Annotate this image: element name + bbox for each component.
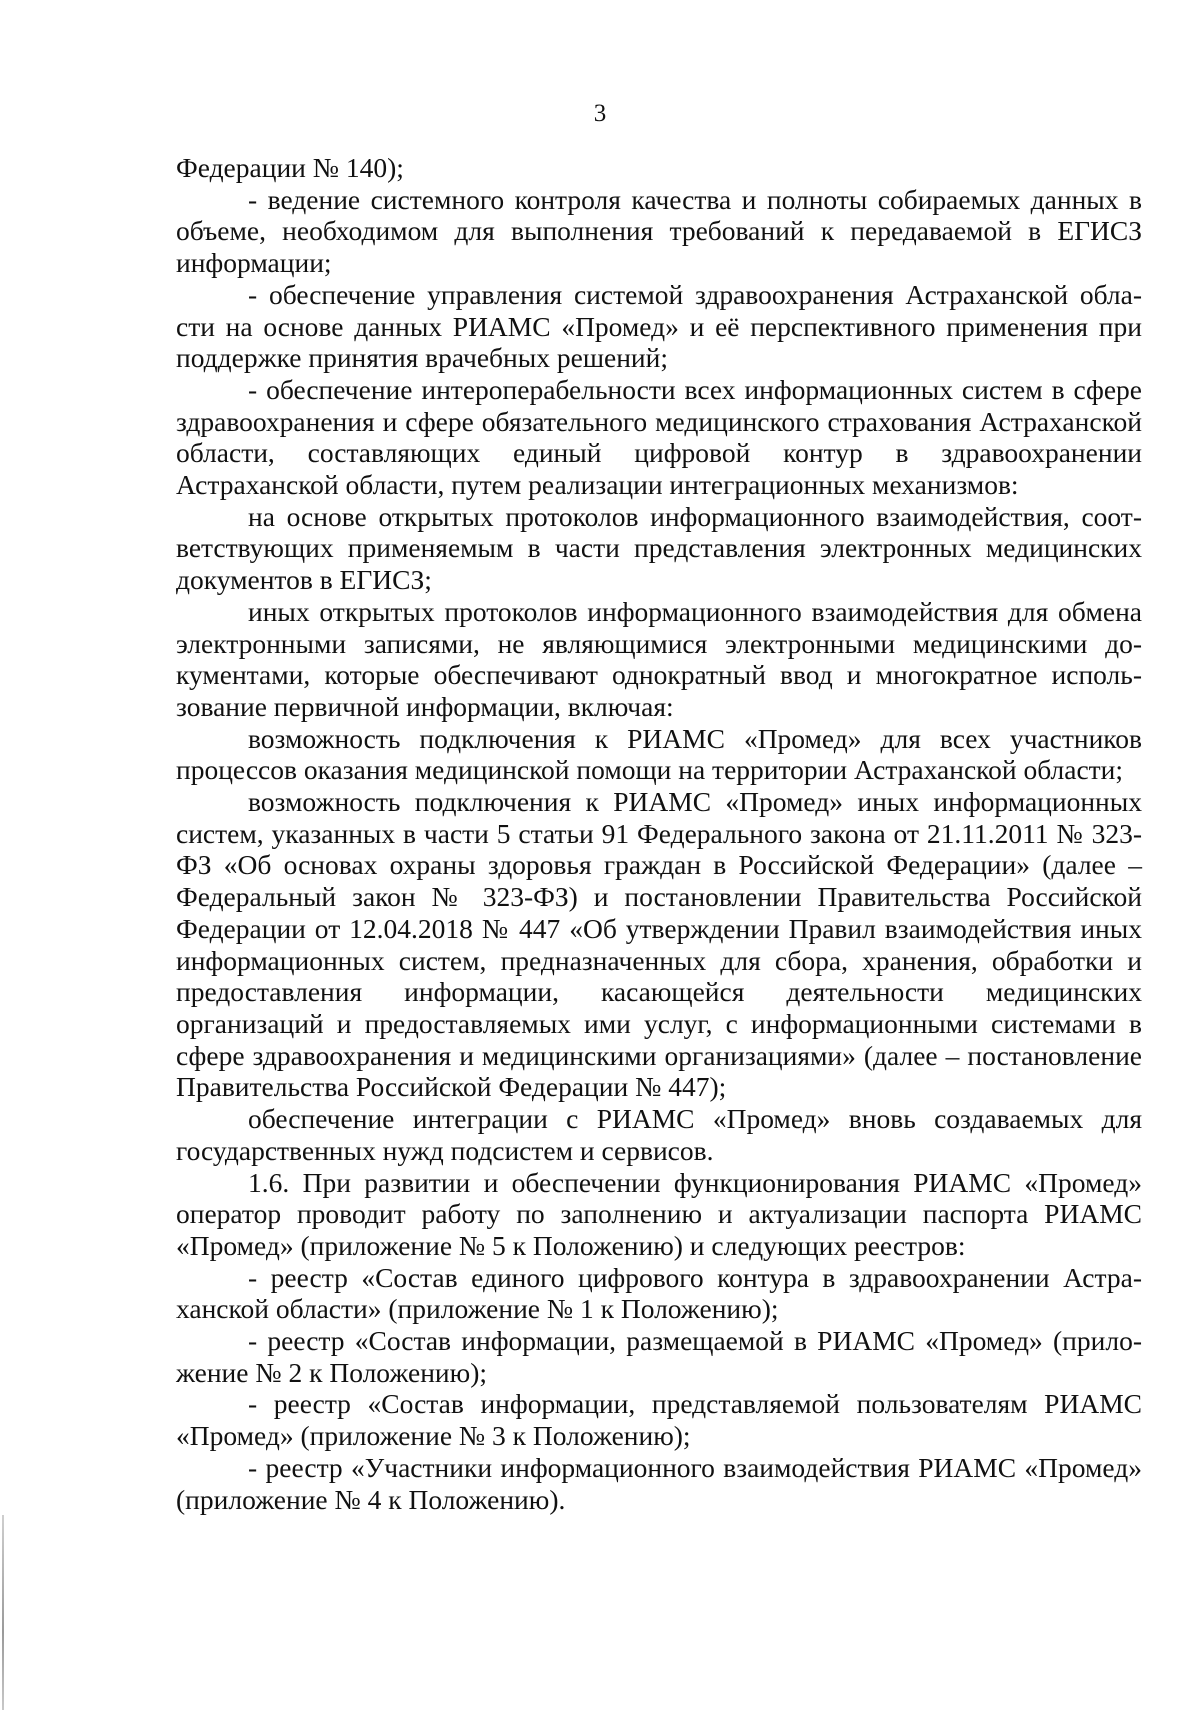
paragraph-continuation: Федерации № 140); bbox=[176, 152, 404, 183]
paragraph-registry-1: - реестр «Состав единого цифрового контура в здравоохранении Астраханской области» (приложение № 1 к Положению); bbox=[176, 1261, 1142, 1325]
paragraph-other-protocols: иных открытых протоколов информационного взаимодействия для обмена электронными записями, не являющимися электронными медицинскими документами, которые обеспечивают однократный ввод и многократное использование первичной информации, включая: bbox=[176, 595, 1142, 722]
paragraph-registry-2: - реестр «Состав информации, размещаемой в РИАМС «Промед» (приложение № 2 к Положению); bbox=[176, 1325, 1142, 1388]
paragraph-open-protocols: на основе открытых протоколов информационного взаимодействия, соответствующих применяемым в части представления электронных медицинских документов в ЕГИСЗ; bbox=[176, 500, 1142, 596]
paragraph-registry-3: - реестр «Состав информации, представляемой пользователям РИАМС «Промед» (приложение № 3 к Положению); bbox=[176, 1388, 1142, 1452]
page-number: 3 bbox=[593, 100, 607, 127]
paragraph-integration: обеспечение интеграции с РИАМС «Промед» вновь создаваемых для государственных нужд подсистем и сервисов. bbox=[176, 1103, 1142, 1166]
document-body bbox=[176, 152, 1142, 1515]
paragraph-participants-connection: возможность подключения к РИАМС «Промед» для всех участников процессов оказания медицинской помощи на территории Астраханской области; bbox=[176, 722, 1142, 786]
paragraph-quality-control: - ведение системного контроля качества и полноты собираемых данных в объеме, необходимом для выполнения требований к передаваемой в ЕГИСЗ информации; bbox=[176, 183, 1142, 279]
paragraph-registry-4: - реестр «Участники информационного взаимодействия РИАМС «Промед» (приложение № 4 к Положению). bbox=[176, 1451, 1142, 1515]
scan-edge-mark bbox=[2, 1515, 4, 1710]
paragraph-healthcare-management: - обеспечение управления системой здравоохранения Астраханской области на основе данных РИАМС «Промед» и её перспективного применения при поддержке принятия врачебных решений; bbox=[176, 278, 1142, 374]
paragraph-systems-connection: возможность подключения к РИАМС «Промед» иных информационных систем, указанных в части 5 статьи 91 Федерального закона от 21.11.2011 № 323-ФЗ «Об основах охраны здоровья граждан в Российской Федерации» (далее – Федеральный закон № 323-ФЗ) и постановлении Правительства Российской Федерации от 12.04.2018 № 447 «Об утверждении Правил взаимодействия иных информационных систем, предназначенных для сбора, хранения, обработки и предоставления информации, касающейся деятельности медицинских организаций и предоставляемых ими услуг, с информационными системами в сфере здравоохранения и медицинскими организациями» (далее – постановление Правительства Российской Федерации № 447); bbox=[176, 786, 1142, 1103]
paragraph-interoperability: - обеспечение интероперабельности всех информационных систем в сфере здравоохранения и сфере обязательного медицинского страхования Астраханской области, составляющих единый цифровой контур в здравоохранении Астраханской области, путем реализации интеграционных механизмов: bbox=[176, 373, 1142, 501]
paragraph-section-1-6: 1.6. При развитии и обеспечении функционирования РИАМС «Промед» оператор проводит работу по заполнению и актуализации паспорта РИАМС «Промед» (приложение № 5 к Положению) и следующих реестров: bbox=[176, 1166, 1142, 1261]
